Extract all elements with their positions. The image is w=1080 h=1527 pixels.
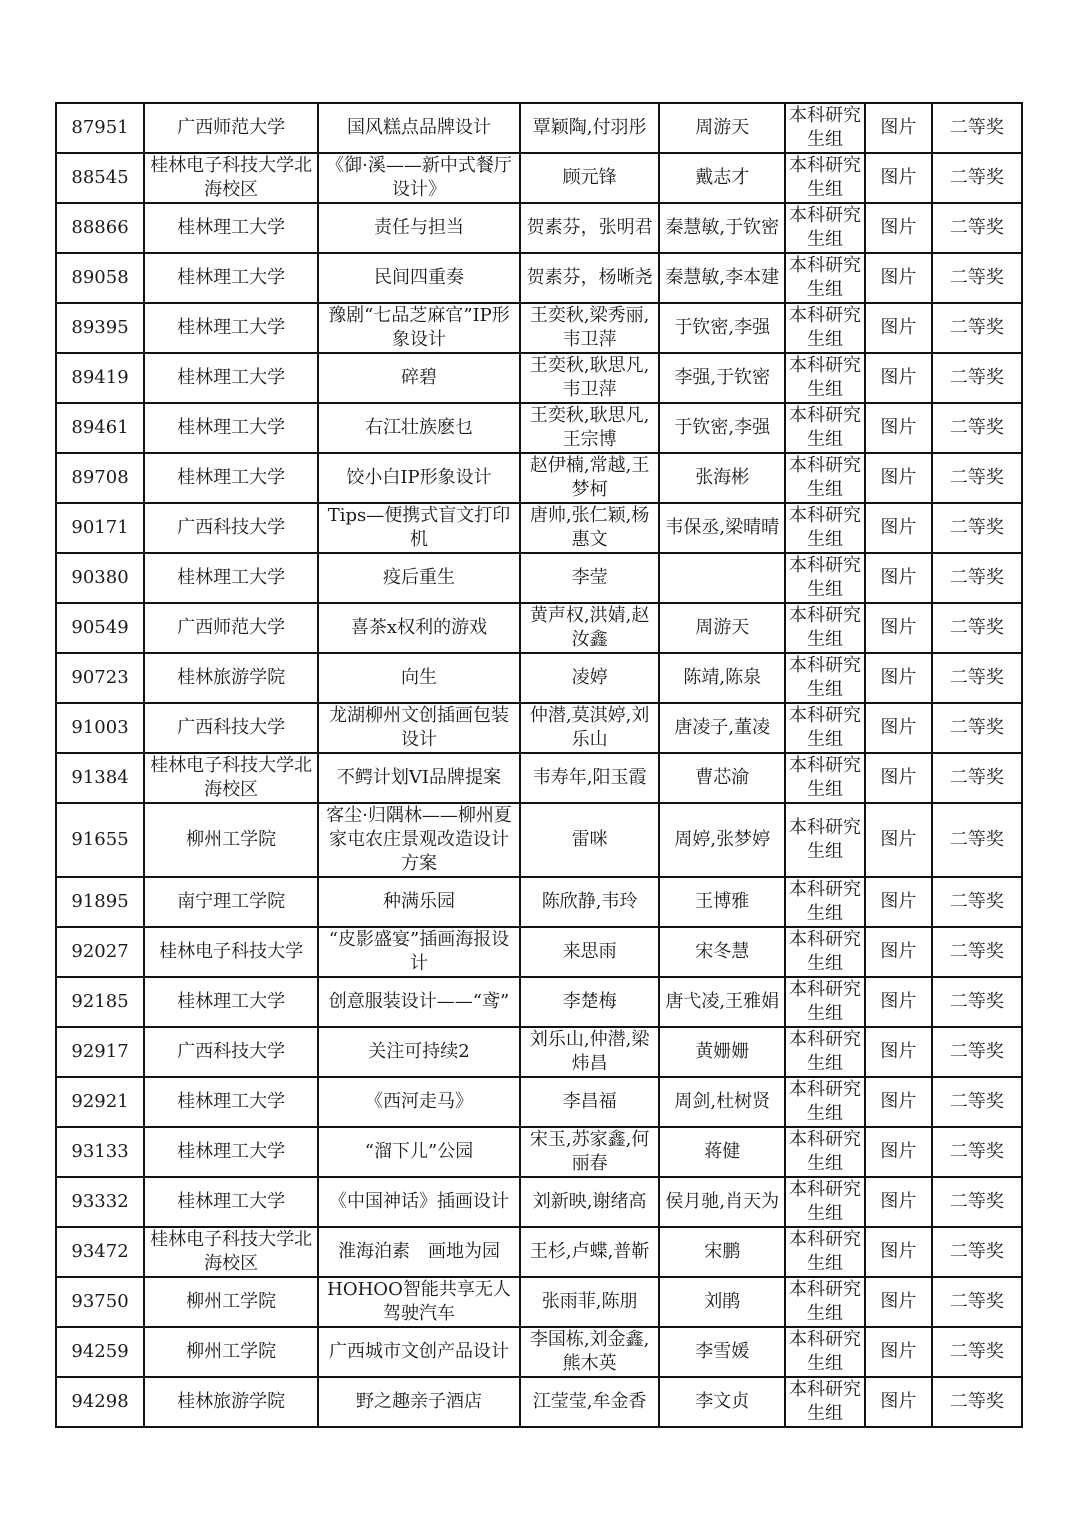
advisor-cell: 戴志才 — [659, 153, 785, 203]
work-type-cell: 图片 — [865, 1127, 932, 1177]
work-title-cell: 创意服装设计——“鸢” — [318, 977, 520, 1027]
table-row — [56, 553, 1022, 603]
group-cell: 本科研究生组 — [785, 1027, 865, 1077]
table-row — [56, 603, 1022, 653]
school-cell: 桂林理工大学 — [144, 553, 318, 603]
advisor-cell: 秦慧敏,于钦密 — [659, 203, 785, 253]
authors-cell: 王奕秋,耿思凡,韦卫萍 — [520, 353, 660, 403]
work-type-cell: 图片 — [865, 1277, 932, 1327]
group-cell: 本科研究生组 — [785, 1227, 865, 1277]
authors-cell: 顾元锋 — [520, 153, 660, 203]
authors-cell: 宋玉,苏家鑫,何丽春 — [520, 1127, 660, 1177]
prize-cell: 二等奖 — [932, 1277, 1022, 1327]
prize-cell: 二等奖 — [932, 1377, 1022, 1427]
entry-id-cell: 89708 — [56, 453, 144, 503]
table-row — [56, 1027, 1022, 1077]
entry-id-cell: 92185 — [56, 977, 144, 1027]
table-row — [56, 703, 1022, 753]
group-cell: 本科研究生组 — [785, 1177, 865, 1227]
prize-cell: 二等奖 — [932, 453, 1022, 503]
work-type-cell: 图片 — [865, 303, 932, 353]
prize-cell: 二等奖 — [932, 153, 1022, 203]
school-cell: 桂林旅游学院 — [144, 1377, 318, 1427]
advisor-cell: 曹芯渝 — [659, 753, 785, 803]
prize-cell: 二等奖 — [932, 753, 1022, 803]
entry-id-cell: 89419 — [56, 353, 144, 403]
school-cell: 桂林理工大学 — [144, 353, 318, 403]
entry-id-cell: 90171 — [56, 503, 144, 553]
table-row — [56, 253, 1022, 303]
prize-cell: 二等奖 — [932, 927, 1022, 977]
work-type-cell: 图片 — [865, 753, 932, 803]
work-title-cell: “溜下儿”公园 — [318, 1127, 520, 1177]
school-cell: 广西科技大学 — [144, 1027, 318, 1077]
prize-cell: 二等奖 — [932, 1077, 1022, 1127]
group-cell: 本科研究生组 — [785, 1377, 865, 1427]
advisor-cell: 王博雅 — [659, 877, 785, 927]
school-cell: 桂林理工大学 — [144, 453, 318, 503]
work-type-cell: 图片 — [865, 977, 932, 1027]
school-cell: 桂林电子科技大学北海校区 — [144, 753, 318, 803]
group-cell: 本科研究生组 — [785, 453, 865, 503]
work-title-cell: 《御·溪——新中式餐厅设计》 — [318, 153, 520, 203]
prize-cell: 二等奖 — [932, 353, 1022, 403]
prize-cell: 二等奖 — [932, 1227, 1022, 1277]
authors-cell: 贺素芬，张明君 — [520, 203, 660, 253]
entry-id-cell: 93133 — [56, 1127, 144, 1177]
advisor-cell: 蒋健 — [659, 1127, 785, 1177]
work-title-cell: 野之趣亲子酒店 — [318, 1377, 520, 1427]
prize-cell: 二等奖 — [932, 1027, 1022, 1077]
work-type-cell: 图片 — [865, 1177, 932, 1227]
entry-id-cell: 91895 — [56, 877, 144, 927]
authors-cell: 韦寿年,阳玉霞 — [520, 753, 660, 803]
entry-id-cell: 92921 — [56, 1077, 144, 1127]
school-cell: 柳州工学院 — [144, 1327, 318, 1377]
work-title-cell: 碎碧 — [318, 353, 520, 403]
table-row — [56, 977, 1022, 1027]
group-cell: 本科研究生组 — [785, 253, 865, 303]
group-cell: 本科研究生组 — [785, 703, 865, 753]
group-cell: 本科研究生组 — [785, 927, 865, 977]
table-row — [56, 403, 1022, 453]
authors-cell: 凌婷 — [520, 653, 660, 703]
work-title-cell: 《西河走马》 — [318, 1077, 520, 1127]
prize-cell: 二等奖 — [932, 877, 1022, 927]
authors-cell: 刘乐山,仲潜,梁炜昌 — [520, 1027, 660, 1077]
authors-cell: 李国栋,刘金鑫,熊木英 — [520, 1327, 660, 1377]
group-cell: 本科研究生组 — [785, 353, 865, 403]
authors-cell: 王奕秋,耿思凡,王宗博 — [520, 403, 660, 453]
advisor-cell: 陈靖,陈泉 — [659, 653, 785, 703]
advisor-cell: 于钦密,李强 — [659, 403, 785, 453]
advisor-cell: 周游天 — [659, 603, 785, 653]
authors-cell: 王奕秋,梁秀丽,韦卫萍 — [520, 303, 660, 353]
school-cell: 桂林理工大学 — [144, 1127, 318, 1177]
table-row — [56, 1127, 1022, 1177]
table-row — [56, 453, 1022, 503]
work-title-cell: 豫剧“七品芝麻官”IP形象设计 — [318, 303, 520, 353]
advisor-cell: 李雪媛 — [659, 1327, 785, 1377]
authors-cell: 李楚梅 — [520, 977, 660, 1027]
table-row — [56, 103, 1022, 153]
entry-id-cell: 92027 — [56, 927, 144, 977]
table-row — [56, 803, 1022, 877]
group-cell: 本科研究生组 — [785, 503, 865, 553]
school-cell: 广西师范大学 — [144, 103, 318, 153]
school-cell: 南宁理工学院 — [144, 877, 318, 927]
school-cell: 桂林理工大学 — [144, 303, 318, 353]
entry-id-cell: 91384 — [56, 753, 144, 803]
prize-cell: 二等奖 — [932, 977, 1022, 1027]
prize-cell: 二等奖 — [932, 203, 1022, 253]
work-title-cell: HOHOO智能共享无人驾驶汽车 — [318, 1277, 520, 1327]
advisor-cell: 唐弋凌,王雅娟 — [659, 977, 785, 1027]
table-row — [56, 1277, 1022, 1327]
work-title-cell: 不鳄计划VI品牌提案 — [318, 753, 520, 803]
authors-cell: 雷咪 — [520, 803, 660, 877]
table-row — [56, 1377, 1022, 1427]
work-type-cell: 图片 — [865, 1327, 932, 1377]
work-title-cell: Tips—便携式盲文打印机 — [318, 503, 520, 553]
work-title-cell: 疫后重生 — [318, 553, 520, 603]
prize-cell: 二等奖 — [932, 1327, 1022, 1377]
advisor-cell: 侯月驰,肖天为 — [659, 1177, 785, 1227]
table-row — [56, 1177, 1022, 1227]
advisor-cell: 周婷,张梦婷 — [659, 803, 785, 877]
school-cell: 桂林旅游学院 — [144, 653, 318, 703]
work-type-cell: 图片 — [865, 927, 932, 977]
prize-cell: 二等奖 — [932, 103, 1022, 153]
entry-id-cell: 90549 — [56, 603, 144, 653]
work-title-cell: 饺小白IP形象设计 — [318, 453, 520, 503]
entry-id-cell: 87951 — [56, 103, 144, 153]
work-type-cell: 图片 — [865, 353, 932, 403]
table-row — [56, 1077, 1022, 1127]
work-type-cell: 图片 — [865, 803, 932, 877]
work-type-cell: 图片 — [865, 1227, 932, 1277]
authors-cell: 张雨菲,陈朋 — [520, 1277, 660, 1327]
work-type-cell: 图片 — [865, 603, 932, 653]
entry-id-cell: 88545 — [56, 153, 144, 203]
entry-id-cell: 94298 — [56, 1377, 144, 1427]
award-list-table — [55, 102, 1023, 1428]
entry-id-cell: 89461 — [56, 403, 144, 453]
school-cell: 桂林理工大学 — [144, 977, 318, 1027]
prize-cell: 二等奖 — [932, 403, 1022, 453]
entry-id-cell: 89395 — [56, 303, 144, 353]
table-row — [56, 653, 1022, 703]
school-cell: 广西科技大学 — [144, 703, 318, 753]
advisor-cell: 唐凌子,董凌 — [659, 703, 785, 753]
prize-cell: 二等奖 — [932, 303, 1022, 353]
authors-cell: 贺素芬，杨晰尧 — [520, 253, 660, 303]
advisor-cell: 宋鹏 — [659, 1227, 785, 1277]
authors-cell: 来思雨 — [520, 927, 660, 977]
authors-cell: 覃颖陶,付羽彤 — [520, 103, 660, 153]
work-title-cell: “皮影盛宴”插画海报设计 — [318, 927, 520, 977]
group-cell: 本科研究生组 — [785, 877, 865, 927]
group-cell: 本科研究生组 — [785, 303, 865, 353]
group-cell: 本科研究生组 — [785, 1277, 865, 1327]
authors-cell: 李昌福 — [520, 1077, 660, 1127]
work-type-cell: 图片 — [865, 153, 932, 203]
entry-id-cell: 93332 — [56, 1177, 144, 1227]
school-cell: 桂林理工大学 — [144, 253, 318, 303]
work-type-cell: 图片 — [865, 653, 932, 703]
authors-cell: 王杉,卢蝶,普靳 — [520, 1227, 660, 1277]
table-body — [56, 103, 1022, 1427]
school-cell: 柳州工学院 — [144, 803, 318, 877]
table-row — [56, 753, 1022, 803]
advisor-cell: 张海彬 — [659, 453, 785, 503]
entry-id-cell: 94259 — [56, 1327, 144, 1377]
table-row — [56, 153, 1022, 203]
advisor-cell: 周游天 — [659, 103, 785, 153]
table-row — [56, 1227, 1022, 1277]
advisor-cell: 韦保丞,梁晴晴 — [659, 503, 785, 553]
authors-cell: 李莹 — [520, 553, 660, 603]
entry-id-cell: 91003 — [56, 703, 144, 753]
prize-cell: 二等奖 — [932, 653, 1022, 703]
prize-cell: 二等奖 — [932, 703, 1022, 753]
work-type-cell: 图片 — [865, 103, 932, 153]
table-row — [56, 203, 1022, 253]
school-cell: 广西科技大学 — [144, 503, 318, 553]
advisor-cell: 秦慧敏,李本建 — [659, 253, 785, 303]
work-title-cell: 喜茶x权利的游戏 — [318, 603, 520, 653]
entry-id-cell: 89058 — [56, 253, 144, 303]
authors-cell: 黄声权,洪婧,赵汝鑫 — [520, 603, 660, 653]
work-type-cell: 图片 — [865, 453, 932, 503]
group-cell: 本科研究生组 — [785, 977, 865, 1027]
group-cell: 本科研究生组 — [785, 803, 865, 877]
prize-cell: 二等奖 — [932, 253, 1022, 303]
advisor-cell — [659, 553, 785, 603]
advisor-cell: 宋冬慧 — [659, 927, 785, 977]
work-type-cell: 图片 — [865, 203, 932, 253]
work-type-cell: 图片 — [865, 1077, 932, 1127]
authors-cell: 陈欣静,韦玲 — [520, 877, 660, 927]
table-row — [56, 303, 1022, 353]
table-row — [56, 1327, 1022, 1377]
school-cell: 桂林电子科技大学北海校区 — [144, 153, 318, 203]
work-title-cell: 责任与担当 — [318, 203, 520, 253]
prize-cell: 二等奖 — [932, 553, 1022, 603]
work-type-cell: 图片 — [865, 703, 932, 753]
group-cell: 本科研究生组 — [785, 553, 865, 603]
group-cell: 本科研究生组 — [785, 1127, 865, 1177]
work-title-cell: 向生 — [318, 653, 520, 703]
work-type-cell: 图片 — [865, 253, 932, 303]
authors-cell: 赵伊楠,常越,王梦柯 — [520, 453, 660, 503]
prize-cell: 二等奖 — [932, 503, 1022, 553]
work-title-cell: 国风糕点品牌设计 — [318, 103, 520, 153]
school-cell: 桂林理工大学 — [144, 1177, 318, 1227]
work-title-cell: 龙湖柳州文创插画包装设计 — [318, 703, 520, 753]
work-title-cell: 种满乐园 — [318, 877, 520, 927]
entry-id-cell: 91655 — [56, 803, 144, 877]
entry-id-cell: 90723 — [56, 653, 144, 703]
group-cell: 本科研究生组 — [785, 153, 865, 203]
advisor-cell: 刘鹃 — [659, 1277, 785, 1327]
work-title-cell: 《中国神话》插画设计 — [318, 1177, 520, 1227]
school-cell: 桂林理工大学 — [144, 203, 318, 253]
work-type-cell: 图片 — [865, 553, 932, 603]
work-title-cell: 客尘·归隅林——柳州夏家屯农庄景观改造设计方案 — [318, 803, 520, 877]
school-cell: 柳州工学院 — [144, 1277, 318, 1327]
group-cell: 本科研究生组 — [785, 603, 865, 653]
group-cell: 本科研究生组 — [785, 403, 865, 453]
entry-id-cell: 88866 — [56, 203, 144, 253]
work-type-cell: 图片 — [865, 1027, 932, 1077]
group-cell: 本科研究生组 — [785, 203, 865, 253]
work-title-cell: 民间四重奏 — [318, 253, 520, 303]
school-cell: 桂林电子科技大学北海校区 — [144, 1227, 318, 1277]
group-cell: 本科研究生组 — [785, 1077, 865, 1127]
work-type-cell: 图片 — [865, 877, 932, 927]
advisor-cell: 黄姗姗 — [659, 1027, 785, 1077]
prize-cell: 二等奖 — [932, 1177, 1022, 1227]
entry-id-cell: 93472 — [56, 1227, 144, 1277]
authors-cell: 唐帅,张仁颖,杨惠文 — [520, 503, 660, 553]
advisor-cell: 周剑,杜树贤 — [659, 1077, 785, 1127]
work-type-cell: 图片 — [865, 503, 932, 553]
table-row — [56, 927, 1022, 977]
group-cell: 本科研究生组 — [785, 103, 865, 153]
authors-cell: 刘新映,谢绪高 — [520, 1177, 660, 1227]
entry-id-cell: 93750 — [56, 1277, 144, 1327]
group-cell: 本科研究生组 — [785, 653, 865, 703]
school-cell: 桂林理工大学 — [144, 1077, 318, 1127]
work-type-cell: 图片 — [865, 403, 932, 453]
prize-cell: 二等奖 — [932, 803, 1022, 877]
school-cell: 广西师范大学 — [144, 603, 318, 653]
work-title-cell: 广西城市文创产品设计 — [318, 1327, 520, 1377]
group-cell: 本科研究生组 — [785, 753, 865, 803]
table-row — [56, 503, 1022, 553]
table-row — [56, 353, 1022, 403]
prize-cell: 二等奖 — [932, 1127, 1022, 1177]
authors-cell: 仲潜,莫淇婷,刘乐山 — [520, 703, 660, 753]
table-row — [56, 877, 1022, 927]
advisor-cell: 李强,于钦密 — [659, 353, 785, 403]
school-cell: 桂林电子科技大学 — [144, 927, 318, 977]
entry-id-cell: 92917 — [56, 1027, 144, 1077]
group-cell: 本科研究生组 — [785, 1327, 865, 1377]
advisor-cell: 于钦密,李强 — [659, 303, 785, 353]
work-title-cell: 右江壮族麽乜 — [318, 403, 520, 453]
advisor-cell: 李文贞 — [659, 1377, 785, 1427]
work-title-cell: 淮海泊素 画地为园 — [318, 1227, 520, 1277]
work-title-cell: 关注可持续2 — [318, 1027, 520, 1077]
entry-id-cell: 90380 — [56, 553, 144, 603]
prize-cell: 二等奖 — [932, 603, 1022, 653]
work-type-cell: 图片 — [865, 1377, 932, 1427]
school-cell: 桂林理工大学 — [144, 403, 318, 453]
authors-cell: 江莹莹,牟金香 — [520, 1377, 660, 1427]
